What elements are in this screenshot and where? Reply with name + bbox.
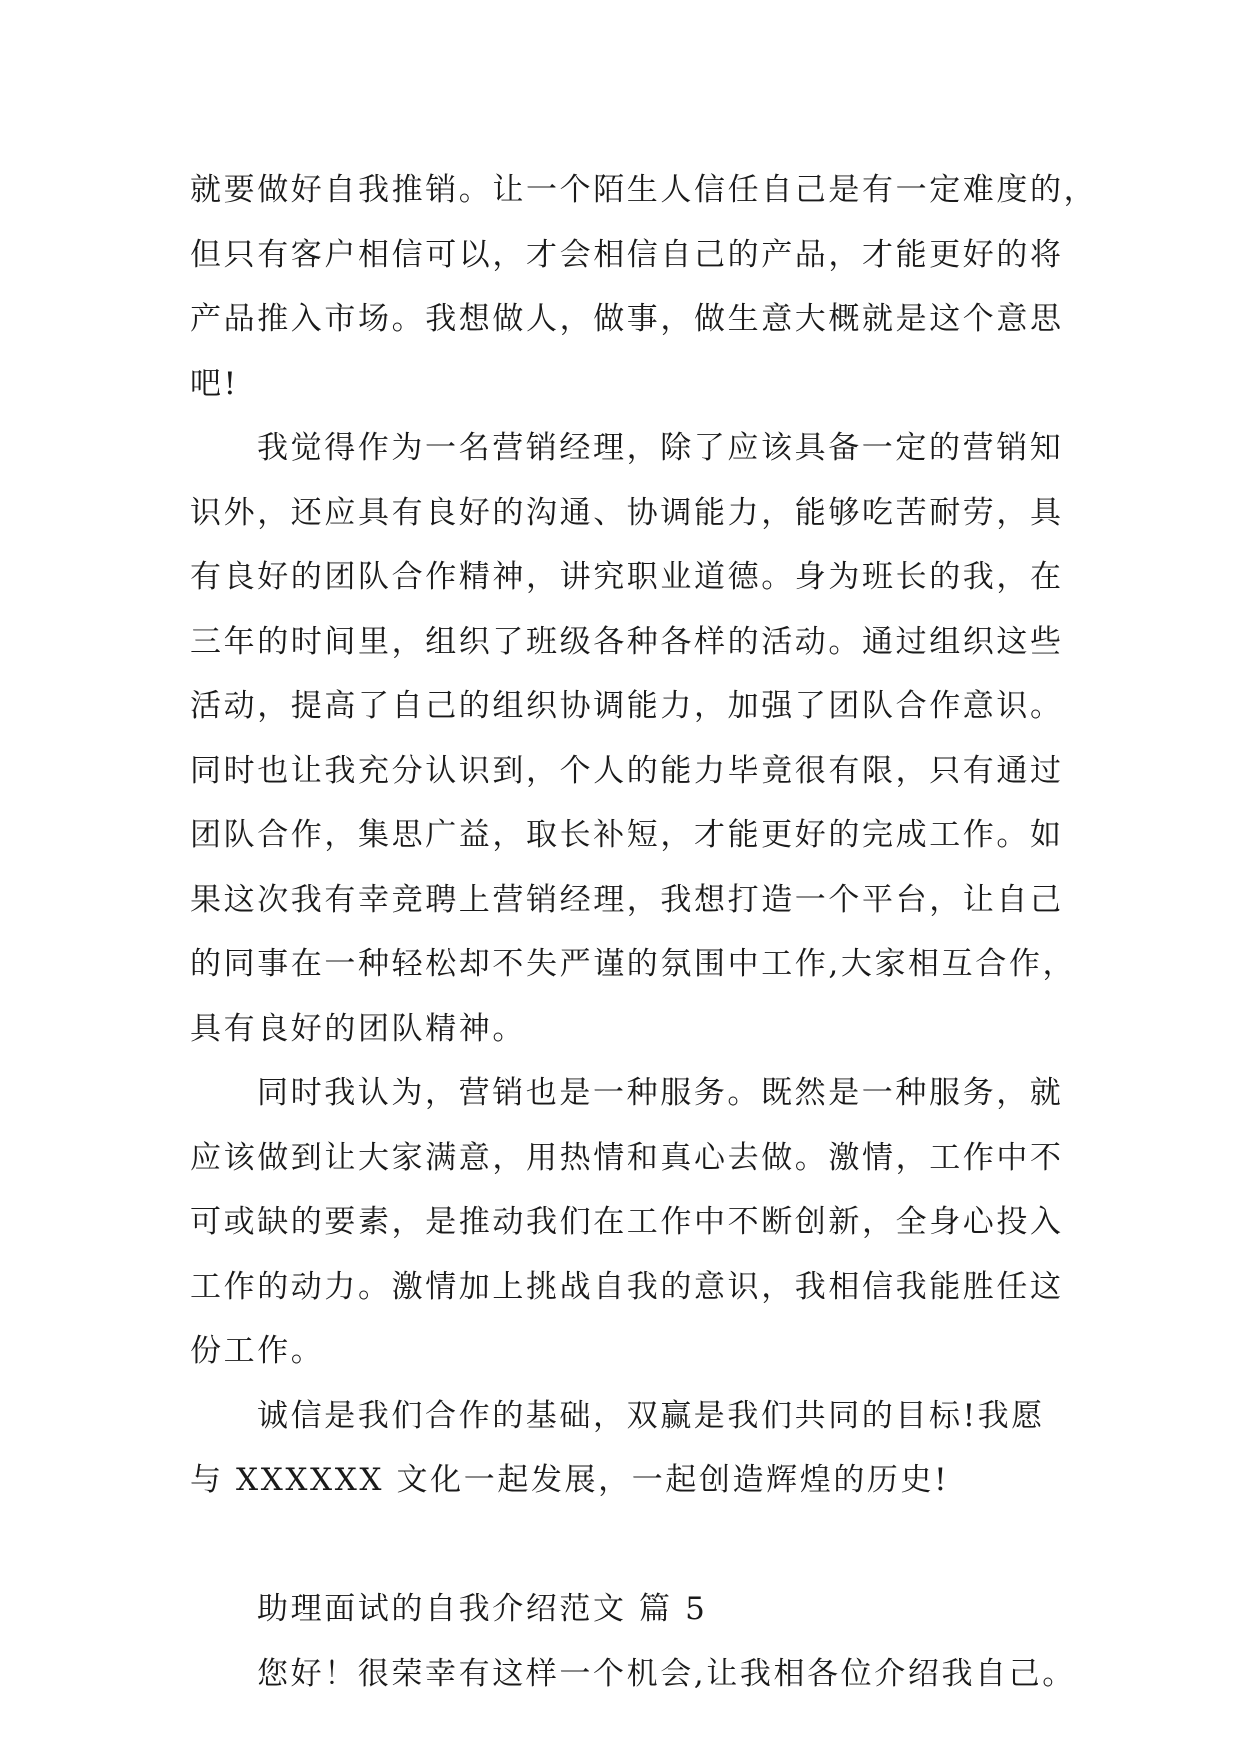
paragraph-1 — [190, 158, 1098, 416]
text-line: 应该做到让大家满意，用热情和真心去做。激情，工作中不 — [190, 1139, 1064, 1176]
text-line: 但只有客户相信可以，才会相信自己的产品，才能更好的将 — [190, 236, 1064, 273]
text-line: 三年的时间里，组织了班级各种各样的活动。通过组织这些 — [190, 623, 1064, 660]
text-line: 吧! — [190, 365, 239, 402]
text-line: 就要做好自我推销。让一个陌生人信任自己是有一定难度的， — [190, 172, 1098, 208]
text-line: 份工作。 — [190, 1333, 325, 1369]
text-line: 团队合作，集思广益，取长补短，才能更好的完成工作。如 — [190, 817, 1064, 853]
text-line: 您好！很荣幸有这样一个机会,让我相各位介绍我自己。 — [257, 1655, 1076, 1692]
text-line: 产品推入市场。我想做人，做事，做生意大概就是这个意思 — [190, 301, 1064, 337]
text-line: 具有良好的团队精神。 — [190, 1010, 526, 1047]
text-line: 识外，还应具有良好的沟通、协调能力，能够吃苦耐劳，具 — [190, 494, 1064, 531]
paragraph-3 — [190, 1061, 1070, 1384]
paragraph-4 — [190, 1384, 1070, 1513]
text-line: 有良好的团队合作精神，讲究职业道德。身为班长的我，在 — [190, 559, 1064, 595]
text-line: 工作的动力。激情加上挑战自我的意识，我相信我能胜任这 — [190, 1268, 1064, 1305]
text-line: 的同事在一种轻松却不失严谨的氛围中工作,大家相互合作， — [190, 946, 1077, 982]
blank-line — [190, 1513, 1070, 1578]
text-line: 活动，提高了自己的组织协调能力，加强了团队合作意识。 — [190, 688, 1064, 724]
paragraph-2 — [190, 416, 1077, 1061]
text-line: 可或缺的要素，是推动我们在工作中不断创新，全身心投入 — [190, 1204, 1064, 1240]
document-body — [190, 158, 1098, 1706]
text-line: 我觉得作为一名营销经理，除了应该具备一定的营销知 — [257, 430, 1064, 466]
text-line: 诚信是我们合作的基础，双赢是我们共同的目标!我愿 — [257, 1397, 1045, 1434]
text-line: 果这次我有幸竞聘上营销经理，我想打造一个平台，让自己 — [190, 881, 1064, 918]
paragraph-5 — [190, 1642, 1076, 1707]
text-line: 同时我认为，营销也是一种服务。既然是一种服务，就 — [257, 1075, 1064, 1111]
section-heading: 助理面试的自我介绍范文 篇 5 — [257, 1591, 708, 1627]
text-line: 与 XXXXXX 文化一起发展，一起创造辉煌的历史! — [190, 1462, 950, 1498]
text-line: 同时也让我充分认识到，个人的能力毕竟很有限，只有通过 — [190, 752, 1064, 789]
